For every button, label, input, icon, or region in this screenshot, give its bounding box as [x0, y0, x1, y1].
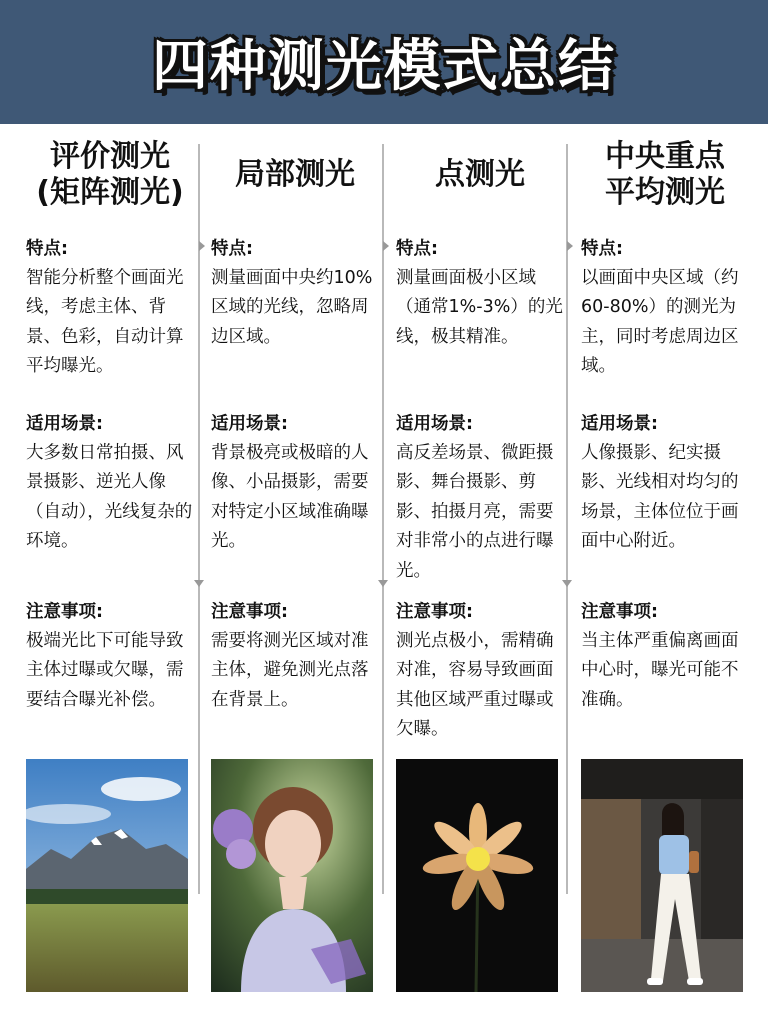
scenes-text: 人像摄影、纪实摄影、光线相对均匀的场景，主体位位于画面中心附近。	[581, 443, 739, 552]
notes-text: 测光点极小，需精确对准，容易导致画面其他区域严重过曝或欠曝。	[396, 631, 554, 740]
scenes-section	[396, 409, 564, 586]
portrait-with-flowers-icon	[211, 759, 373, 992]
features-heading: 特点:	[211, 239, 253, 259]
column-title-line: (矩阵测光)	[36, 175, 184, 210]
scenes-section	[581, 409, 749, 557]
column-title	[18, 124, 202, 226]
features-text: 测量画面中央约10%区域的光线，忽略周边区域。	[211, 268, 373, 347]
features-heading: 特点:	[26, 239, 68, 259]
notes-heading: 注意事项:	[211, 602, 288, 622]
features-text: 智能分析整个画面光线，考虑主体、背景、色彩，自动计算平均曝光。	[26, 268, 184, 377]
notes-heading: 注意事项:	[26, 602, 103, 622]
notes-section	[211, 597, 379, 715]
scenes-text: 背景极亮或极暗的人像、小品摄影，需要对特定小区域准确曝光。	[211, 443, 369, 552]
notes-text: 当主体严重偏离画面中心时，曝光可能不准确。	[581, 631, 739, 710]
column-title-line: 点测光	[435, 157, 525, 192]
features-section	[26, 234, 194, 382]
scenes-section	[26, 409, 194, 557]
notes-section	[396, 597, 564, 745]
notes-section	[581, 597, 749, 715]
portrait-photo	[211, 759, 373, 992]
scenes-text: 大多数日常拍摄、风景摄影、逆光人像（自动），光线复杂的环境。	[26, 443, 193, 552]
mountain-landscape-photo	[26, 759, 188, 992]
column-title	[573, 124, 757, 226]
features-text: 以画面中央区域（约60-80%）的测光为主，同时考虑周边区域。	[581, 268, 739, 377]
features-section	[211, 234, 379, 352]
scenes-text: 高反差场景、微距摄影、舞台摄影、剪影、拍摄月亮，需要对非常小的点进行曝光。	[396, 443, 554, 581]
flower-photo	[396, 759, 558, 992]
features-section	[396, 234, 564, 352]
flower-on-dark-icon	[396, 759, 558, 992]
column-title-line: 局部测光	[235, 157, 355, 192]
notes-heading: 注意事项:	[581, 602, 658, 622]
mountain-landscape-icon	[26, 759, 188, 992]
column-partial-metering	[203, 124, 387, 1024]
header-banner	[0, 0, 768, 124]
scenes-heading: 适用场景:	[211, 414, 288, 434]
notes-section	[26, 597, 194, 715]
scenes-section	[211, 409, 379, 557]
column-title-line: 平均测光	[605, 175, 725, 210]
notes-text: 极端光比下可能导致主体过曝或欠曝，需要结合曝光补偿。	[26, 631, 184, 710]
column-center-weighted-metering	[573, 124, 757, 1024]
features-text: 测量画面极小区域（通常1%-3%）的光线，极其精准。	[396, 268, 563, 347]
street-portrait-photo	[581, 759, 743, 992]
column-evaluative-metering	[18, 124, 202, 1024]
scenes-heading: 适用场景:	[581, 414, 658, 434]
column-title	[388, 124, 572, 226]
features-section	[581, 234, 749, 382]
walking-woman-street-icon	[581, 759, 743, 992]
columns-area	[0, 124, 768, 1024]
page-title: 四种测光模式总结	[152, 34, 616, 99]
scenes-heading: 适用场景:	[26, 414, 103, 434]
features-heading: 特点:	[581, 239, 623, 259]
column-spot-metering	[388, 124, 572, 1024]
notes-heading: 注意事项:	[396, 602, 473, 622]
features-heading: 特点:	[396, 239, 438, 259]
column-title	[203, 124, 387, 226]
column-title-line: 评价测光	[49, 139, 170, 174]
notes-text: 需要将测光区域对准主体，避免测光点落在背景上。	[211, 631, 369, 710]
scenes-heading: 适用场景:	[396, 414, 473, 434]
column-title-line: 中央重点	[605, 139, 725, 174]
